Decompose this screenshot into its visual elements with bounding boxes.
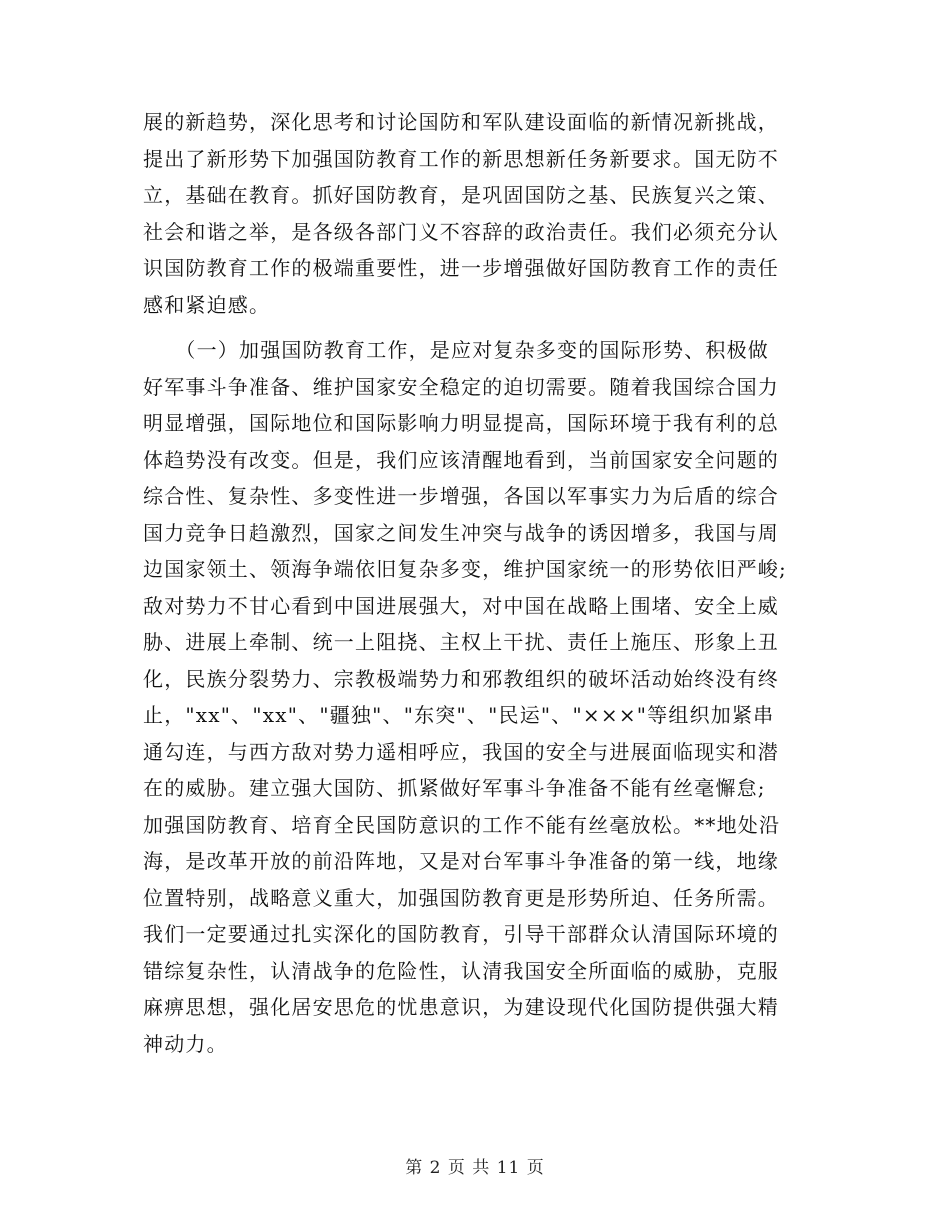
paragraph-start-line: （一）加强国防教育工作，是应对复杂多变的国际形势、积极做 xyxy=(143,338,769,362)
text-line: 通勾连，与西方敌对势力遥相呼应，我国的安全与进展面临现实和潜 xyxy=(143,739,779,764)
text-line: 化，民族分裂势力、宗教极端势力和邪教组织的破坏活动始终没有终 xyxy=(143,666,779,691)
text-line: 止，"xx"、"xx"、"疆独"、"东突"、"民运"、"×××"等组织加紧串 xyxy=(143,703,775,727)
text-line: 社会和谐之举，是各级各部门义不容辞的政治责任。我们必须充分认 xyxy=(143,219,779,244)
text-line: 感和紧迫感。 xyxy=(143,292,271,317)
text-line: 错综复杂性，认清战争的危险性，认清我国安全所面临的威胁，克服 xyxy=(143,958,779,983)
text-line: 神动力。 xyxy=(143,1031,228,1056)
text-line: 胁、进展上牵制、统一上阻挠、主权上干扰、责任上施压、形象上丑 xyxy=(143,630,779,654)
text-line: 综合性、复杂性、多变性进一步增强，各国以军事实力为后盾的综合 xyxy=(143,484,779,508)
text-line: 好军事斗争准备、维护国家安全稳定的迫切需要。随着我国综合国力 xyxy=(143,374,779,399)
body-text xyxy=(143,104,823,1062)
text-line: 我们一定要通过扎实深化的国防教育，引导干部群众认清国际环境的 xyxy=(143,922,779,946)
text-line: 识国防教育工作的极端重要性，进一步增强做好国防教育工作的责任 xyxy=(143,256,779,280)
text-line: 国力竞争日趋激烈，国家之间发生冲突与战争的诱因增多，我国与周 xyxy=(143,520,779,545)
text-line: 位置特别，战略意义重大，加强国防教育更是形势所迫、任务所需。 xyxy=(143,885,779,910)
text-line: 敌对势力不甘心看到中国进展强大，对中国在战略上围堵、安全上威 xyxy=(143,593,779,618)
text-line: 在的威胁。建立强大国防、抓紧做好军事斗争准备不能有丝毫懈怠; xyxy=(143,776,766,800)
text-line: 边国家领土、领海争端依旧复杂多变，维护国家统一的形势依旧严峻; xyxy=(143,557,787,581)
text-line: 加强国防教育、培育全民国防意识的工作不能有丝毫放松。**地处沿 xyxy=(143,812,781,837)
text-line: 海，是改革开放的前沿阵地，又是对台军事斗争准备的第一线，地缘 xyxy=(143,849,779,873)
text-line: 展的新趋势，深化思考和讨论国防和军队建设面临的新情况新挑战， xyxy=(143,110,779,134)
text-line: 明显增强，国际地位和国际影响力明显提高，国际环境于我有利的总 xyxy=(143,411,779,435)
text-line: 立，基础在教育。抓好国防教育，是巩固国防之基、民族复兴之策、 xyxy=(143,183,779,207)
text-line: 提出了新形势下加强国防教育工作的新思想新任务新要求。国无防不 xyxy=(143,146,779,171)
text-line: 麻痹思想，强化居安思危的忧患意识，为建设现代化国防提供强大精 xyxy=(143,995,779,1019)
text-line: 体趋势没有改变。但是，我们应该清醒地看到，当前国家安全问题的 xyxy=(143,447,779,472)
page-number-footer: 第 2 页 共 11 页 xyxy=(405,1158,545,1178)
